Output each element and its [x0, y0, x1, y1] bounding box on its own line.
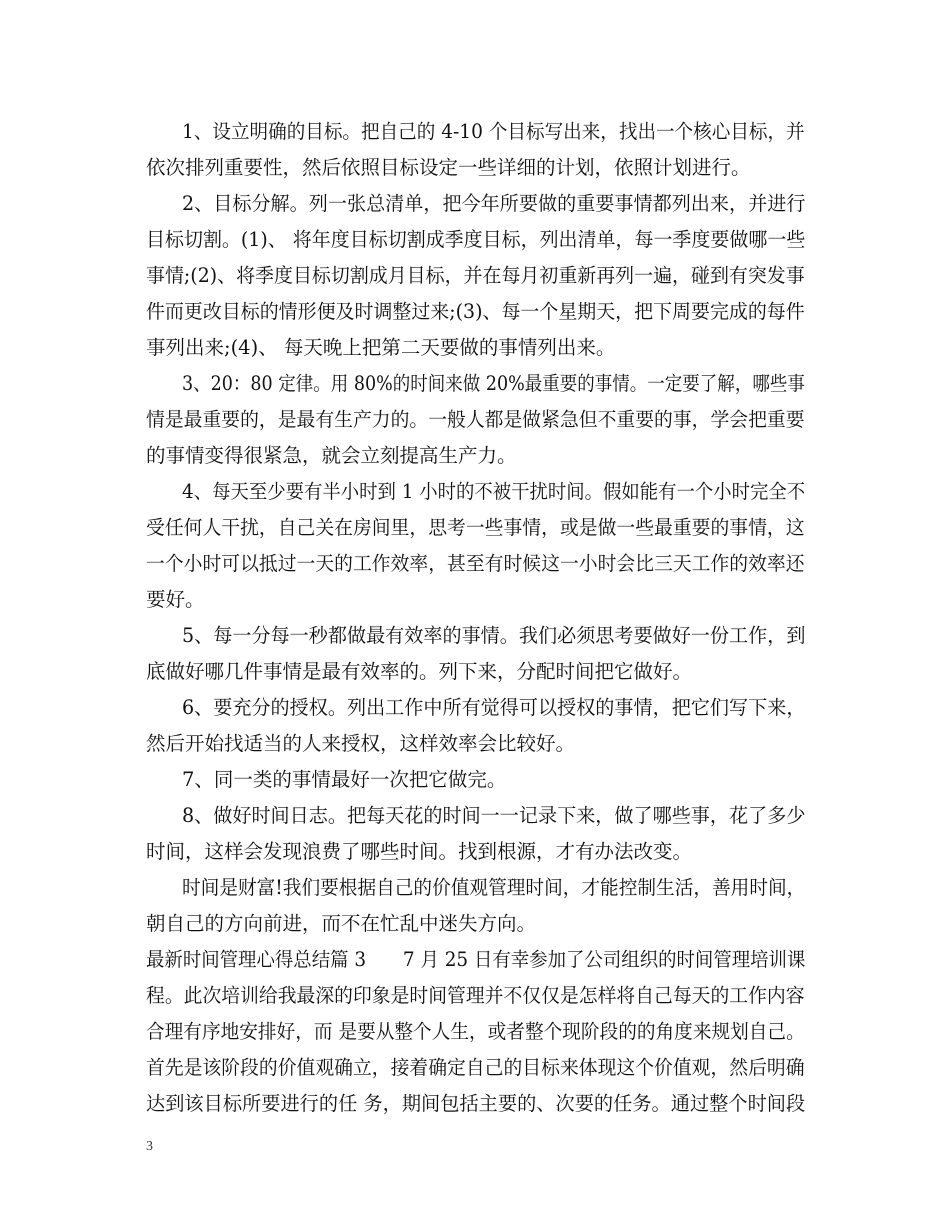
text-line-24: 最新时间管理心得总结篇 3 7 月 25 日有幸参加了公司组织的时间管理培训课	[146, 948, 806, 971]
text-line-8: 3、20：80 定律。用 80%的时间来做 20%最重要的事情。一定要了解，哪些事	[182, 372, 805, 395]
text-line-16: 底做好哪几件事情是最有效率的。列下来，分配时间把它做好。	[146, 660, 693, 683]
text-line-3: 2、目标分解。列一张总清单，把今年所要做的重要事情都列出来，并进行	[182, 192, 806, 215]
text-line-2: 依次排列重要性，然后依照目标设定一些详细的计划，依照计划进行。	[146, 156, 751, 179]
text-line-15: 5、每一分每一秒都做最有效率的事情。我们必须思考要做好一份工作，到	[182, 624, 806, 647]
text-line-18: 然后开始找适当的人来授权，这样效率会比较好。	[146, 732, 576, 755]
text-line-10: 的事情变得很紧急，就会立刻提高生产力。	[146, 444, 517, 467]
text-line-19: 7、同一类的事情最好一次把它做完。	[182, 768, 507, 791]
text-line-6: 件而更改目标的情形便及时调整过来;(3)、每一个星期天，把下周要完成的每件	[146, 300, 805, 323]
text-line-23: 朝自己的方向前进，而不在忙乱中迷失方向。	[146, 912, 537, 935]
text-line-21: 时间，这样会发现浪费了哪些时间。找到根源，才有办法改变。	[146, 840, 693, 863]
page-number: 3	[146, 1139, 153, 1154]
text-line-13: 一个小时可以抵过一天的工作效率，甚至有时候这一小时会比三天工作的效率还	[146, 552, 805, 575]
text-line-4: 目标切割。(1)、 将年度目标切割成季度目标，列出清单，每一季度要做哪一些	[146, 228, 806, 251]
text-line-14: 要好。	[146, 588, 205, 611]
text-line-12: 受任何人干扰，自己关在房间里，思考一些事情，或是做一些最重要的事情，这	[146, 516, 805, 539]
text-line-5: 事情;(2)、将季度目标切割成月目标，并在每月初重新再列一遍，碰到有突发事	[146, 264, 805, 287]
text-line-26: 合理有序地安排好，而 是要从整个人生，或者整个现阶段的的角度来规划自己。	[146, 1020, 805, 1043]
text-line-28: 达到该目标所要进行的任 务，期间包括主要的、次要的任务。通过整个时间段	[146, 1092, 806, 1115]
text-line-17: 6、要充分的授权。列出工作中所有觉得可以授权的事情，把它们写下来，	[182, 696, 806, 719]
text-line-25: 程。此次培训给我最深的印象是时间管理并不仅仅是怎样将自己每天的工作内容	[146, 984, 805, 1007]
text-line-7: 事列出来;(4)、 每天晚上把第二天要做的事情列出来。	[146, 336, 616, 359]
text-line-1: 1、设立明确的目标。把自己的 4-10 个目标写出来，找出一个核心目标，并	[182, 120, 805, 143]
text-line-22: 时间是财富!我们要根据自己的价值观管理时间，才能控制生活，善用时间，	[182, 876, 806, 899]
text-line-9: 情是最重要的，是最有生产力的。一般人都是做紧急但不重要的事，学会把重要	[146, 408, 805, 431]
text-line-20: 8、做好时间日志。把每天花的时间一一记录下来，做了哪些事，花了多少	[182, 804, 806, 827]
text-line-11: 4、每天至少要有半小时到 1 小时的不被干扰时间。假如能有一个小时完全不	[182, 480, 806, 503]
text-line-27: 首先是该阶段的价值观确立，接着确定自己的目标来体现这个价值观，然后明确	[146, 1056, 805, 1079]
